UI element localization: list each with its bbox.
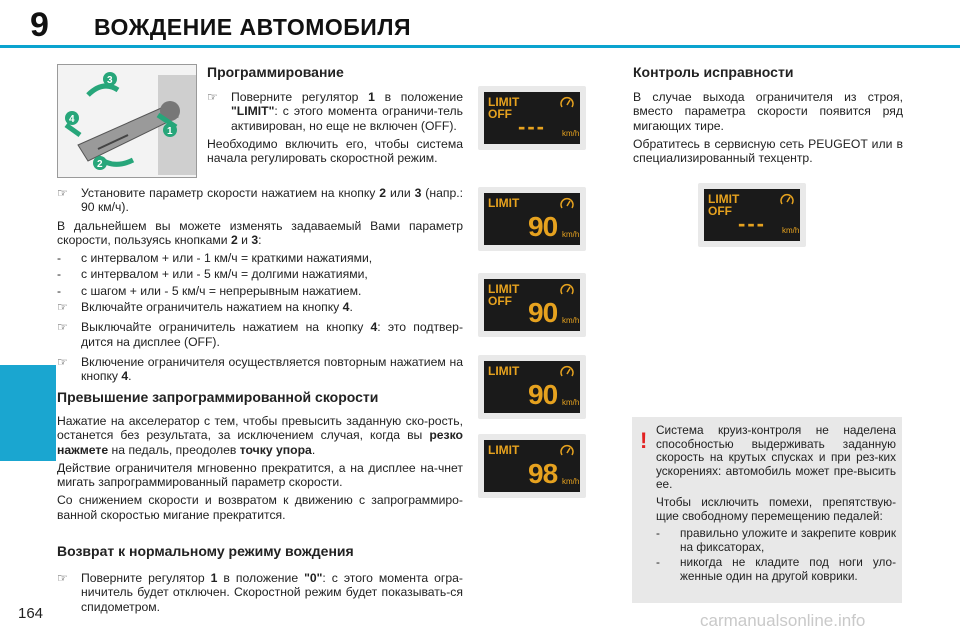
callout-1: 1 (167, 126, 173, 137)
watermark: carmanualsonline.info (700, 611, 866, 630)
warning-para-2: Чтобы исключить помехи, препятствую-щие свободному перемещению педалей: (656, 494, 896, 523)
lcd-display (478, 86, 586, 150)
text: Поверните регулятор (231, 90, 369, 104)
text: В дальнейшем вы можете изменять задаваемый Вами параметр скорости, пользуясь кнопками (57, 218, 463, 247)
programming-bullet-4 (57, 320, 463, 349)
text-bold: точку упора (239, 442, 312, 457)
lcd-display (478, 434, 586, 498)
return-bullet (57, 571, 463, 614)
text-bold: 1 (210, 571, 218, 585)
lcd-screen (484, 440, 580, 492)
page-number: 164 (18, 605, 44, 622)
lcd-unit: km/h (562, 316, 580, 325)
programming-continued (57, 186, 463, 388)
text-bold: резко нажмете (57, 428, 463, 457)
lcd-unit: km/h (562, 398, 580, 407)
exceed-para-1 (57, 414, 463, 457)
text: : это подтвер-дится на дисплее (OFF). (81, 320, 463, 349)
lcd-speed-value: --- (518, 114, 546, 139)
check-para-1: В случае выхода ограничителя из строя, вместо параметра скорости появится ряд мигающих тире. (633, 90, 903, 133)
lcd-state-label: OFF (708, 204, 732, 218)
text-bold: 4 (342, 300, 350, 315)
return-section (57, 543, 463, 618)
programming-dash-1 (57, 251, 463, 265)
exceed-title: Превышение запрограммированной скорости (57, 389, 379, 405)
dash-mark: - (57, 251, 62, 266)
programming-bullet-5 (57, 355, 463, 384)
speedometer-icon (560, 444, 574, 458)
bullet-icon: ☞ (57, 571, 68, 585)
text-bold: 3 (414, 186, 422, 200)
lcd-screen (484, 92, 580, 144)
text-bold: "LIMIT" (231, 104, 275, 119)
programming-dash-2 (57, 267, 463, 281)
lcd-display (478, 273, 586, 337)
lcd-unit: km/h (562, 230, 580, 239)
text: Включайте ограничитель нажатием на кнопку (81, 300, 343, 315)
return-title: Возврат к нормальному режиму вождения (57, 543, 354, 559)
bullet-icon: ☞ (57, 320, 68, 335)
warning-icon: ! (640, 428, 648, 453)
text: : с этого момента ограничи-тель активирован, но еще не включен (OFF). (231, 104, 463, 133)
text: в положение (217, 571, 305, 585)
lcd-screen (484, 279, 580, 331)
bullet-icon: ☞ (57, 300, 68, 315)
programming-bullet-1 (207, 90, 463, 133)
programming-para-1: Необходимо включить его, чтобы система начала регулировать скоростной режим. (207, 136, 463, 166)
text: правильно уложите и закрепите коврик на фиксаторах, (680, 526, 896, 554)
warning-dash-2 (656, 556, 896, 583)
lcd-unit: km/h (782, 226, 800, 235)
programming-title: Программирование (207, 64, 344, 80)
text: (напр.: 90 км/ч). (81, 186, 464, 215)
text: Установите параметр скорости нажатием на кнопку (81, 186, 380, 200)
text: Включение ограничителя осуществляется повторным нажатием на кнопку (81, 354, 463, 384)
callout-3: 3 (107, 75, 113, 86)
text: . (128, 369, 132, 384)
warning-content (656, 424, 896, 586)
lcd-speed-value: 98 (528, 458, 558, 489)
text-bold: 3 (251, 232, 259, 247)
speedometer-icon (560, 283, 574, 297)
text: Нажатие на акселератор с тем, чтобы превысить заданную ско-рость, останется без результата, за исключением случая, когда вы (57, 414, 463, 443)
text: на педаль, преодолев (108, 442, 240, 457)
bullet-icon: ☞ (207, 90, 218, 104)
text-bold: 1 (368, 90, 375, 104)
text: : с этого момента огра-ничитель будет отключен. Скоростной режим будет показывать-ся спидометром. (81, 571, 463, 614)
text-bold: 4 (121, 369, 129, 384)
text-bold: 4 (370, 320, 378, 335)
chapter-side-tab (0, 365, 56, 461)
lcd-mode-label: LIMIT (488, 95, 520, 109)
lcd-display (478, 355, 586, 419)
text: или (386, 186, 415, 200)
text: с шагом + или - 5 км/ч = непрерывным нажатием. (81, 283, 362, 298)
check-title: Контроль исправности (633, 64, 794, 80)
bullet-icon: ☞ (57, 354, 68, 369)
text: . (311, 442, 316, 457)
programming-bullet-3 (57, 300, 463, 314)
text: : (258, 232, 262, 247)
text-bold: 2 (379, 186, 387, 200)
callout-4: 4 (69, 114, 75, 125)
text: Поверните регулятор (81, 571, 211, 585)
text-bold: "0" (304, 571, 323, 585)
lcd-unit: km/h (562, 129, 580, 138)
speedometer-icon (780, 193, 794, 207)
lcd-mode-label: LIMIT (488, 443, 520, 457)
lcd-mode-label: LIMIT (708, 192, 740, 206)
check-section (633, 64, 903, 169)
exceed-para-3: Со снижением скорости и возвратом к движению с запрограммиро-ванной скоростью мигание прекратится. (57, 493, 463, 522)
text: никогда не кладите под ноги уло-женные один на другой коврики. (680, 555, 896, 583)
text: в положение (374, 90, 463, 104)
exceed-section (57, 389, 463, 526)
chapter-number: 9 (30, 6, 49, 44)
programming-para-2 (57, 219, 463, 248)
lcd-state-label: OFF (488, 294, 512, 308)
lcd-speed-value: 90 (528, 211, 558, 242)
stalk-drawing (58, 65, 196, 177)
programming-dash-3 (57, 284, 463, 298)
lcd-display (478, 187, 586, 251)
lcd-speed-value: 90 (528, 297, 558, 328)
exceed-para-2: Действие ограничителя мгновенно прекратится, а на дисплее на-чнет мигать запрограммированный параметр скорости. (57, 460, 463, 490)
text: и (237, 232, 252, 247)
programming-section (207, 64, 463, 169)
speedometer-icon (560, 365, 574, 379)
header-rule (0, 45, 960, 48)
text: с интервалом + или - 5 км/ч = долгими нажатиями, (81, 267, 368, 282)
speedometer-icon (560, 197, 574, 211)
chapter-title: ВОЖДЕНИЕ АВТОМОБИЛЯ (94, 14, 412, 40)
lcd-screen (484, 193, 580, 245)
lcd-screen (484, 361, 580, 413)
lcd-mode-label: LIMIT (488, 196, 520, 210)
bullet-icon: ☞ (57, 186, 68, 200)
lcd-mode-label: LIMIT (488, 282, 520, 296)
dash-mark: - (57, 283, 62, 298)
text: с интервалом + или - 1 км/ч = краткими нажатиями, (81, 251, 373, 266)
lcd-speed-value: --- (738, 211, 766, 236)
programming-bullet-2 (57, 186, 463, 215)
lcd-display (698, 183, 806, 247)
lcd-state-label: OFF (488, 107, 512, 121)
warning-para-1: Система круиз-контроля не наделена способностью выдерживать заданную скорость на крутых спусках и при рез-ких ускорениях: автомобиль может пре-высить ее. (656, 423, 896, 492)
text-bold: 2 (230, 232, 238, 247)
lcd-speed-value: 90 (528, 379, 558, 410)
text: . (349, 300, 353, 315)
warning-dash-1 (656, 527, 896, 554)
lcd-screen (704, 189, 800, 241)
check-para-2: Обратитесь в сервисную сеть PEUGEOT или в специализированный техцентр. (633, 136, 903, 166)
speedometer-icon (560, 96, 574, 110)
dash-mark: - (57, 267, 62, 282)
callout-2: 2 (97, 159, 103, 170)
lcd-unit: km/h (562, 477, 580, 486)
stalk-illustration (57, 64, 197, 178)
dash-mark: - (656, 555, 660, 570)
lcd-mode-label: LIMIT (488, 364, 520, 378)
dash-mark: - (656, 526, 660, 541)
text: Выключайте ограничитель нажатием на кнопку (81, 320, 371, 335)
